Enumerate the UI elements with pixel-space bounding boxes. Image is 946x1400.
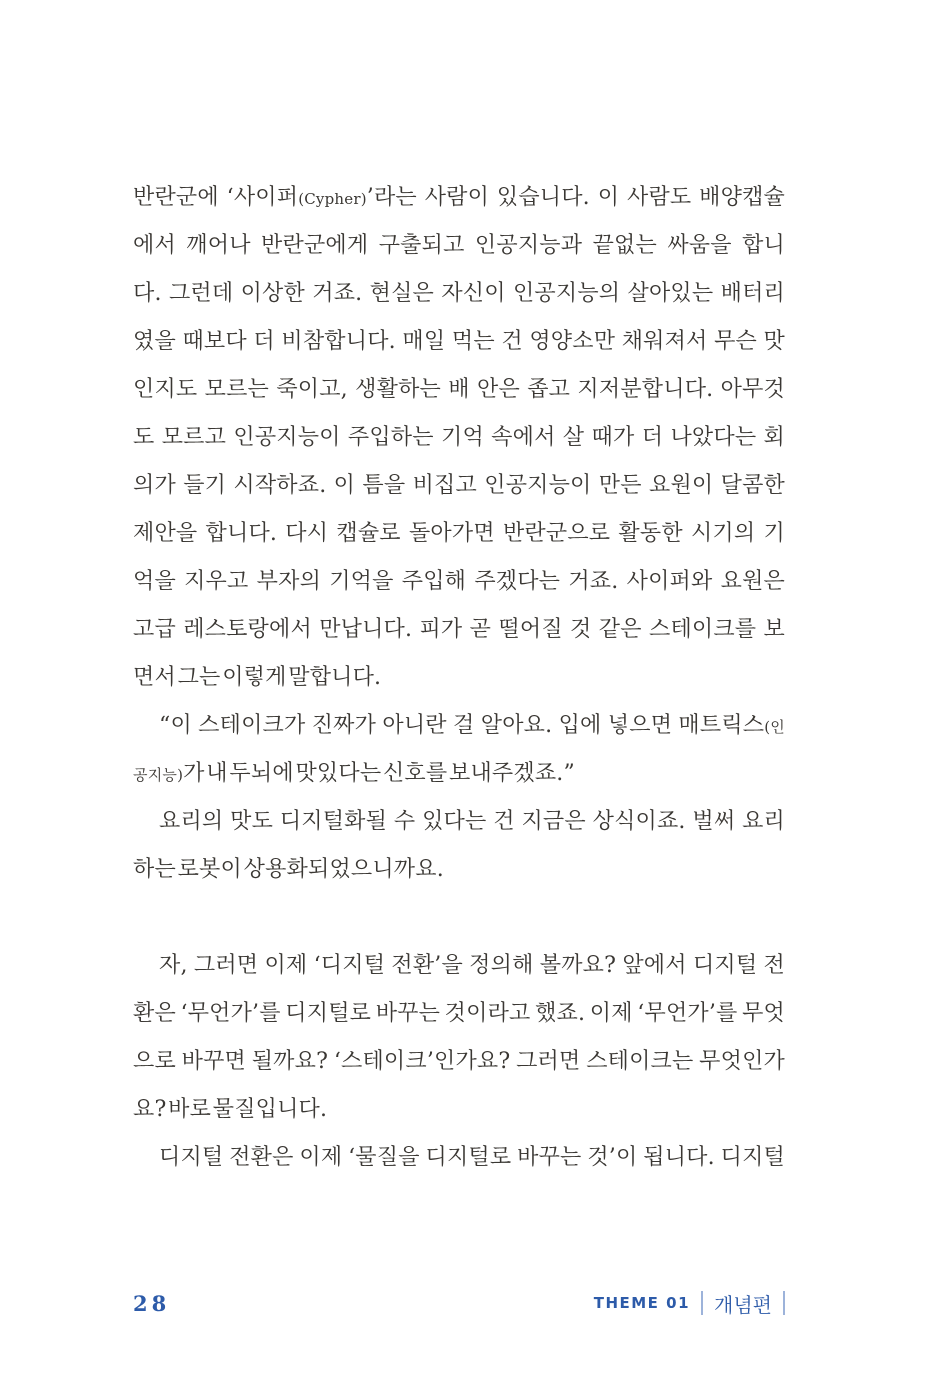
paragraph	[133, 798, 785, 894]
inline-text: 자, 그러면 이제 ‘디지털 전환’을 정의해 볼까요? 앞에서 디지털 전	[159, 953, 785, 978]
separator-bar	[701, 1291, 703, 1315]
text-line	[133, 366, 785, 414]
text-line	[133, 1086, 785, 1134]
inline-text: 제안을 합니다. 다시 캡슐로 돌아가면 반란군으로 활동한 시기의 기	[133, 521, 785, 546]
body-text	[133, 174, 785, 1182]
footer-chapter-label	[594, 1289, 785, 1318]
inline-text: 인지도 모르는 죽이고, 생활하는 배 안은 좁고 지저분합니다. 아무것	[133, 377, 785, 402]
inline-text: 으로 바꾸면 될까요? ‘스테이크’인가요? 그러면 스테이크는 무엇인가	[133, 1049, 785, 1074]
inline-text: 요? 바로 물질입니다.	[133, 1097, 328, 1122]
text-line	[133, 510, 785, 558]
paragraph	[133, 174, 785, 702]
text-line	[133, 558, 785, 606]
text-line	[133, 1038, 785, 1086]
inline-text: 가 내 두뇌에 맛있다는 신호를 보내주겠죠.”	[183, 761, 575, 786]
footer-section-label: 개념편	[714, 1292, 772, 1317]
page-number: 28	[133, 1290, 171, 1316]
separator-bar	[783, 1291, 785, 1315]
inline-text: 다. 그런데 이상한 거죠. 현실은 자신이 인공지능의 살아있는 배터리	[133, 281, 785, 306]
inline-text: 에서 깨어나 반란군에게 구출되고 인공지능과 끝없는 싸움을 합니	[133, 233, 785, 258]
inline-text: 요리의 맛도 디지털화될 수 있다는 건 지금은 상식이죠. 벌써 요리	[159, 809, 785, 834]
inline-small-text: 공지능)	[133, 766, 184, 784]
inline-text: 면서 그는 이렇게 말합니다.	[133, 665, 382, 690]
text-line	[133, 702, 785, 750]
inline-text: “이 스테이크가 진짜가 아니란 걸 알아요. 입에 넣으면 매트릭스	[159, 713, 765, 738]
text-line	[133, 318, 785, 366]
text-line	[133, 846, 785, 894]
inline-text: 환은 ‘무언가’를 디지털로 바꾸는 것이라고 했죠. 이제 ‘무언가’를 무엇	[133, 1001, 785, 1026]
paragraph	[133, 942, 785, 1134]
text-line	[133, 270, 785, 318]
inline-text: ’라는 사람이 있습니다. 이 사람도 배양캡슐	[366, 185, 785, 210]
text-line	[133, 798, 785, 846]
paragraph	[133, 702, 785, 798]
inline-text: 였을 때보다 더 비참합니다. 매일 먹는 건 영양소만 채워져서 무슨 맛	[133, 329, 785, 354]
footer-theme-label: THEME 01	[593, 1294, 691, 1312]
inline-small-text: (Cypher)	[298, 190, 367, 208]
text-line	[133, 222, 785, 270]
inline-text: 의가 들기 시작하죠. 이 틈을 비집고 인공지능이 만든 요원이 달콤한	[133, 473, 785, 498]
text-line	[133, 606, 785, 654]
text-line	[133, 462, 785, 510]
paragraph	[133, 1134, 785, 1182]
inline-text: 도 모르고 인공지능이 주입하는 기억 속에서 살 때가 더 나았다는 회	[133, 425, 785, 450]
text-line	[133, 990, 785, 1038]
inline-text: 반란군에 ‘사이퍼	[133, 185, 299, 210]
inline-small-text: (인	[764, 718, 785, 736]
text-line	[133, 750, 785, 798]
text-line	[133, 1134, 785, 1182]
inline-text: 디지털 전환은 이제 ‘물질을 디지털로 바꾸는 것’이 됩니다. 디지털	[159, 1145, 785, 1170]
text-line	[133, 414, 785, 462]
inline-text: 하는 로봇이 상용화되었으니까요.	[133, 857, 444, 882]
page-footer	[133, 1287, 785, 1319]
inline-text: 억을 지우고 부자의 기억을 주입해 주겠다는 거죠. 사이퍼와 요원은	[133, 569, 785, 594]
inline-text: 고급 레스토랑에서 만납니다. 피가 곧 떨어질 것 같은 스테이크를 보	[133, 617, 785, 642]
text-line	[133, 654, 785, 702]
text-line	[133, 174, 785, 222]
text-line	[133, 942, 785, 990]
